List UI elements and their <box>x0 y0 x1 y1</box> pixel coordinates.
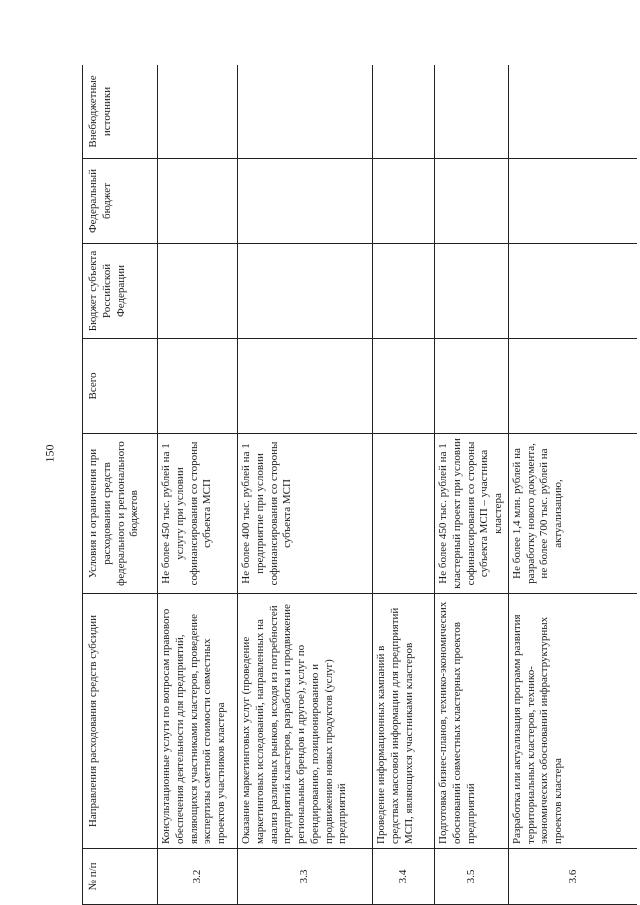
table-row <box>158 65 238 905</box>
row-regional <box>508 244 637 339</box>
row-num: 3.3 <box>238 849 373 905</box>
row-direction: Разработка или актуализация программ развития территориальных кластеров, технико-экономических обоснований инфраструктурных проектов кластера <box>508 594 637 849</box>
header-conditions: Условия и ограничения при расходовании средств федерального и регионального бюджетов <box>83 434 158 594</box>
page-number: 150 <box>42 444 57 463</box>
row-federal <box>238 159 373 244</box>
row-regional <box>238 244 373 339</box>
row-num: 3.2 <box>158 849 238 905</box>
table-row <box>508 65 637 905</box>
row-extra <box>238 65 373 159</box>
row-num: 3.6 <box>508 849 637 905</box>
row-federal <box>158 159 238 244</box>
rotated-table-wrapper <box>82 65 637 905</box>
row-direction: Подготовка бизнес-планов, технико-экономических обоснований совместных кластерных проектов предприятий <box>435 594 509 849</box>
table-row <box>238 65 373 905</box>
row-regional <box>158 244 238 339</box>
row-extra <box>373 65 435 159</box>
row-regional <box>435 244 509 339</box>
row-total <box>238 339 373 434</box>
row-conditions: Не более 1,4 млн. рублей на разработку нового документа, не более 700 тыс. рублей на актуализацию, <box>508 434 637 594</box>
row-total <box>158 339 238 434</box>
row-federal <box>373 159 435 244</box>
row-conditions: Не более 450 тыс. рублей на 1 кластерный проект при условии софинансирования со стороны субъекта МСП – участника кластера <box>435 434 509 594</box>
subsidy-table <box>82 65 637 905</box>
header-direction: Направления расходования средств субсидии <box>83 594 158 849</box>
header-total: Всего <box>83 339 158 434</box>
row-direction: Проведение информационных кампаний в средствах массовой информации для предприятий МСП, являющихся участниками кластеров <box>373 594 435 849</box>
row-federal <box>508 159 637 244</box>
header-extra-budget: Внебюджетные источники <box>83 65 158 159</box>
table-row <box>435 65 509 905</box>
header-row <box>83 65 158 905</box>
row-federal <box>435 159 509 244</box>
row-num: 3.4 <box>373 849 435 905</box>
row-conditions: Не более 400 тыс. рублей на 1 предприятие при условии софинансирования со стороны субъекта МСП <box>238 434 373 594</box>
row-direction: Консультационные услуги по вопросам правового обеспечения деятельности для предприятий, являющихся участниками кластеров, проведение экспертизы сметной стоимости совместных проектов участников кластера <box>158 594 238 849</box>
row-conditions <box>373 434 435 594</box>
row-conditions: Не более 450 тыс. рублей на 1 услугу при условии софинансирования со стороны субъекта МСП <box>158 434 238 594</box>
row-direction: Оказание маркетинговых услуг (проведение маркетинговых исследований, направленных на анализ различных рынков, исходя из потребностей предприятий кластеров, разработка и продвижение региональных брендов и другое), услуг по брендированию, позиционированию и продвижению новых продуктов (услуг) предприятий <box>238 594 373 849</box>
table-row <box>373 65 435 905</box>
row-num: 3.5 <box>435 849 509 905</box>
row-regional <box>373 244 435 339</box>
row-total <box>373 339 435 434</box>
row-total <box>435 339 509 434</box>
header-num: № п/п <box>83 849 158 905</box>
row-extra <box>435 65 509 159</box>
table-viewport <box>82 65 637 905</box>
row-extra <box>508 65 637 159</box>
header-federal-budget: Федеральный бюджет <box>83 159 158 244</box>
header-regional-budget: Бюджет субъекта Российской Федерации <box>83 244 158 339</box>
row-total <box>508 339 637 434</box>
row-extra <box>158 65 238 159</box>
